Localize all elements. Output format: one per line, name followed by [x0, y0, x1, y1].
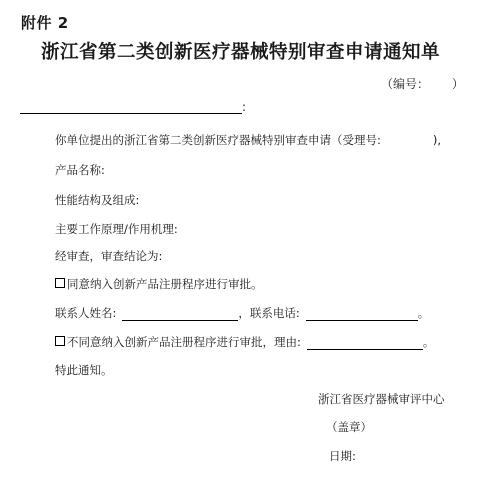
contact-name-blank[interactable]	[122, 307, 238, 321]
principle-label: 主要工作原理/作用机理:	[55, 222, 178, 236]
contact-name-label: 联系人姓名:	[55, 306, 117, 320]
structure-label: 性能结构及组成:	[55, 193, 140, 207]
product-name-label: 产品名称:	[55, 163, 105, 177]
review-conclusion-label: 经审查，审查结论为:	[55, 249, 163, 263]
date-label: 日期:	[329, 449, 356, 463]
disagree-option	[55, 334, 434, 350]
disagree-checkbox[interactable]	[55, 336, 65, 346]
application-line	[55, 132, 441, 148]
agree-option	[55, 276, 263, 292]
disagree-option-text: 不同意纳入创新产品注册程序进行审批，理由:	[67, 335, 301, 349]
number-field: （编号： ）	[381, 77, 464, 91]
application-text-end: ),	[432, 133, 442, 147]
application-text: 你单位提出的浙江省第二类创新医疗器械特别审查申请（受理号:	[55, 133, 381, 147]
addressee-line	[20, 99, 246, 114]
notice-text: 特此通知。	[55, 363, 113, 377]
document-title: 浙江省第二类创新医疗器械特别审查申请通知单	[40, 42, 440, 63]
contact-period: 。	[417, 306, 430, 320]
seal-label: （盖章）	[326, 420, 372, 434]
addressee-blank[interactable]	[20, 99, 242, 114]
issuing-org: 浙江省医疗器械审评中心	[318, 392, 445, 406]
reason-blank[interactable]	[307, 336, 423, 350]
agree-checkbox[interactable]	[55, 278, 65, 288]
addressee-colon: :	[242, 100, 247, 114]
contact-phone-blank[interactable]	[306, 307, 418, 321]
disagree-period: 。	[422, 335, 435, 349]
attachment-label: 附件 2	[21, 14, 69, 32]
agree-option-text: 同意纳入创新产品注册程序进行审批。	[67, 277, 263, 291]
contact-phone-label: ，联系电话:	[238, 306, 300, 320]
contact-line	[55, 305, 429, 321]
